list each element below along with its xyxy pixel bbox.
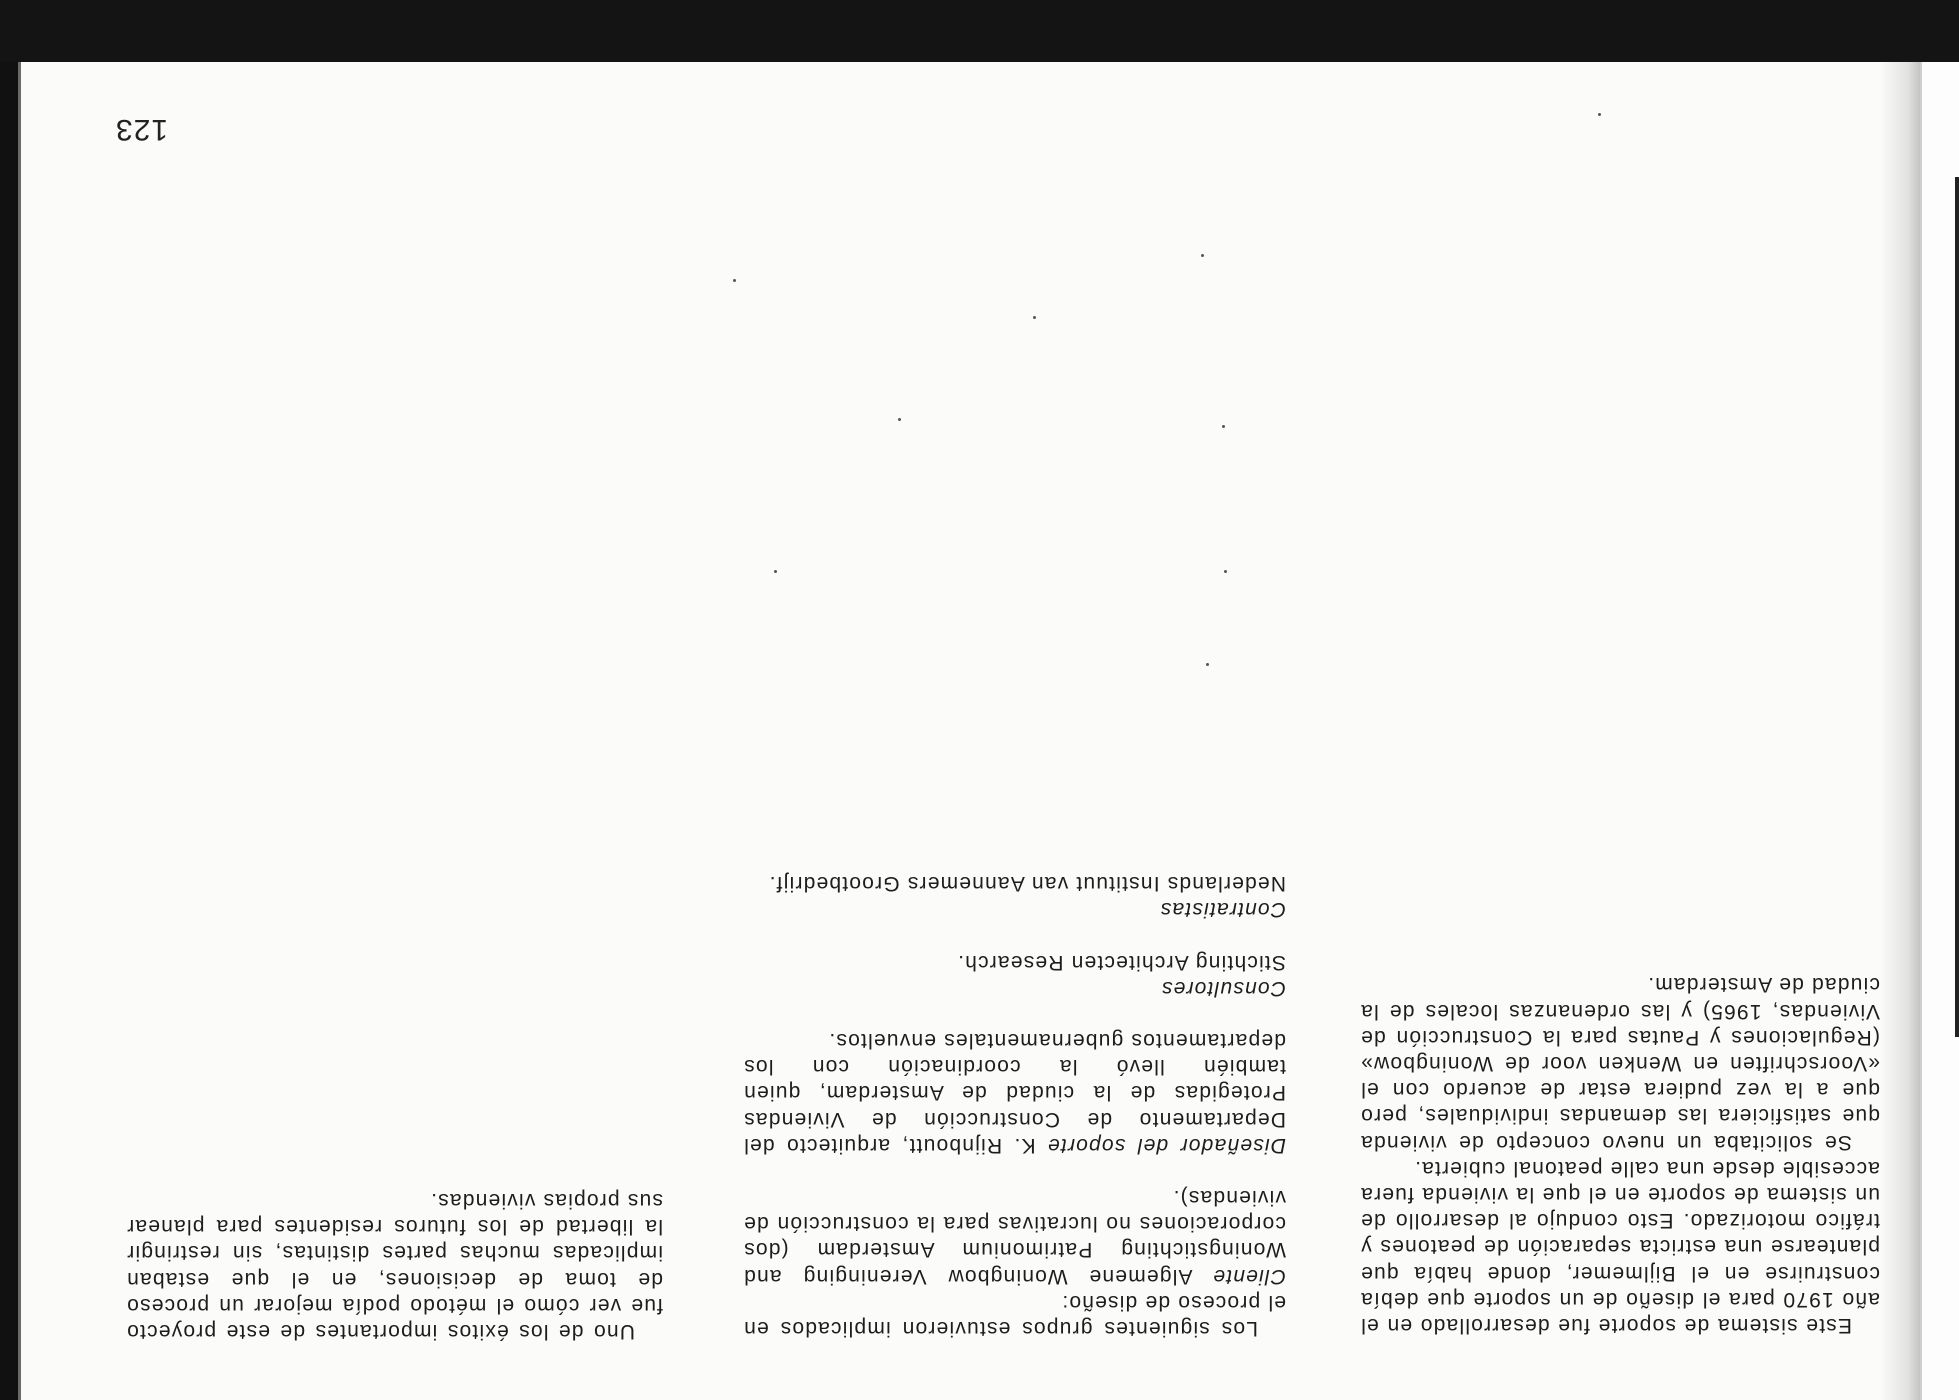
paragraph-nuevo-concepto: Se solicitaba un nuevo concepto de vivienda que satisficiera las demandas individuales, pero que a la vez pudiera estar de acuerdo con el «Voorschriften en Wenken voor de Woningbow» (Regulaciones y Pautas para la Construcción de Viviendas, 1965) y las ordenanzas locales de la ciudad de Amsterdam. bbox=[1360, 973, 1880, 1154]
heading-consultores: Consultores bbox=[1160, 976, 1286, 1000]
spacer bbox=[743, 1001, 1286, 1027]
paragraph-grupos-implicados: Los siguientes grupos estuvieron implicados en el proceso de diseño: bbox=[743, 1290, 1286, 1340]
spacer bbox=[743, 1158, 1286, 1184]
scan-speck bbox=[898, 418, 901, 421]
text-column-1 bbox=[1360, 938, 1880, 1338]
text-contratistas: Nederlands Instituut van Aannemers Grootbedrijf. bbox=[768, 872, 1286, 896]
heading-contratistas: Contratistas bbox=[1159, 898, 1286, 922]
paragraph-soporte-origen: Este sistema de soporte fue desarrollado en el año 1970 para el diseño de un soporte que debía construirse en el Bijlmemer, donde había que plantearse una estricta separación de peatones y tráfico motorizado. Esto condujo al desarrollo de un sistema de soporte en el que la vivienda fuera accesible desde una calle peatonal cubierta. bbox=[1360, 1156, 1880, 1337]
text-column-2 bbox=[743, 771, 1286, 1341]
scan-speck bbox=[1206, 663, 1209, 666]
scan-speck bbox=[733, 279, 736, 282]
spine-shadow bbox=[1880, 62, 1920, 1400]
scanner-top-band bbox=[0, 0, 1959, 62]
text-consultores: Stichting Architecten Research. bbox=[956, 950, 1286, 974]
scan-speck bbox=[774, 570, 777, 573]
entry-disenador bbox=[743, 1027, 1286, 1158]
scan-speck bbox=[1598, 113, 1601, 116]
scan-speck bbox=[1033, 316, 1036, 319]
text-cliente: Algemene Woningbow Vereninging and Woningstichting Patrimonium Amsterdam (dos corporaciones no lucrativas para la construcción de viviendas). bbox=[743, 1185, 1286, 1288]
heading-disenador: Diseñador del soporte bbox=[1046, 1133, 1286, 1157]
text-column-3 bbox=[126, 1164, 663, 1344]
heading-cliente: Cliente bbox=[1212, 1264, 1286, 1288]
entry-cliente bbox=[743, 1184, 1286, 1289]
page-number: 123 bbox=[114, 113, 168, 146]
text-disenador: K. Rijnboutt, arquitecto del Departamento de Construcción de Viviendas Protegidas de la ciudad de Amsterdam, quien también llevó la coordinación con los departamentos gubernamentales envueltos. bbox=[743, 1028, 1286, 1157]
facing-page-edge bbox=[1920, 62, 1959, 1400]
paragraph-exitos: Uno de los éxitos importantes de este proyecto fue ver cómo el método podía mejorar un proceso de toma de decisiones, en el que estaban implicadas muchas partes distintas, sin restringir la libertad de los futuros residentes para planear sus propias viviendas. bbox=[126, 1188, 663, 1343]
facing-page-edge-mark bbox=[1955, 177, 1959, 1037]
scan-speck bbox=[1201, 254, 1204, 257]
spacer bbox=[743, 922, 1286, 948]
scan-speck bbox=[1224, 570, 1227, 573]
scan-speck bbox=[1222, 425, 1225, 428]
